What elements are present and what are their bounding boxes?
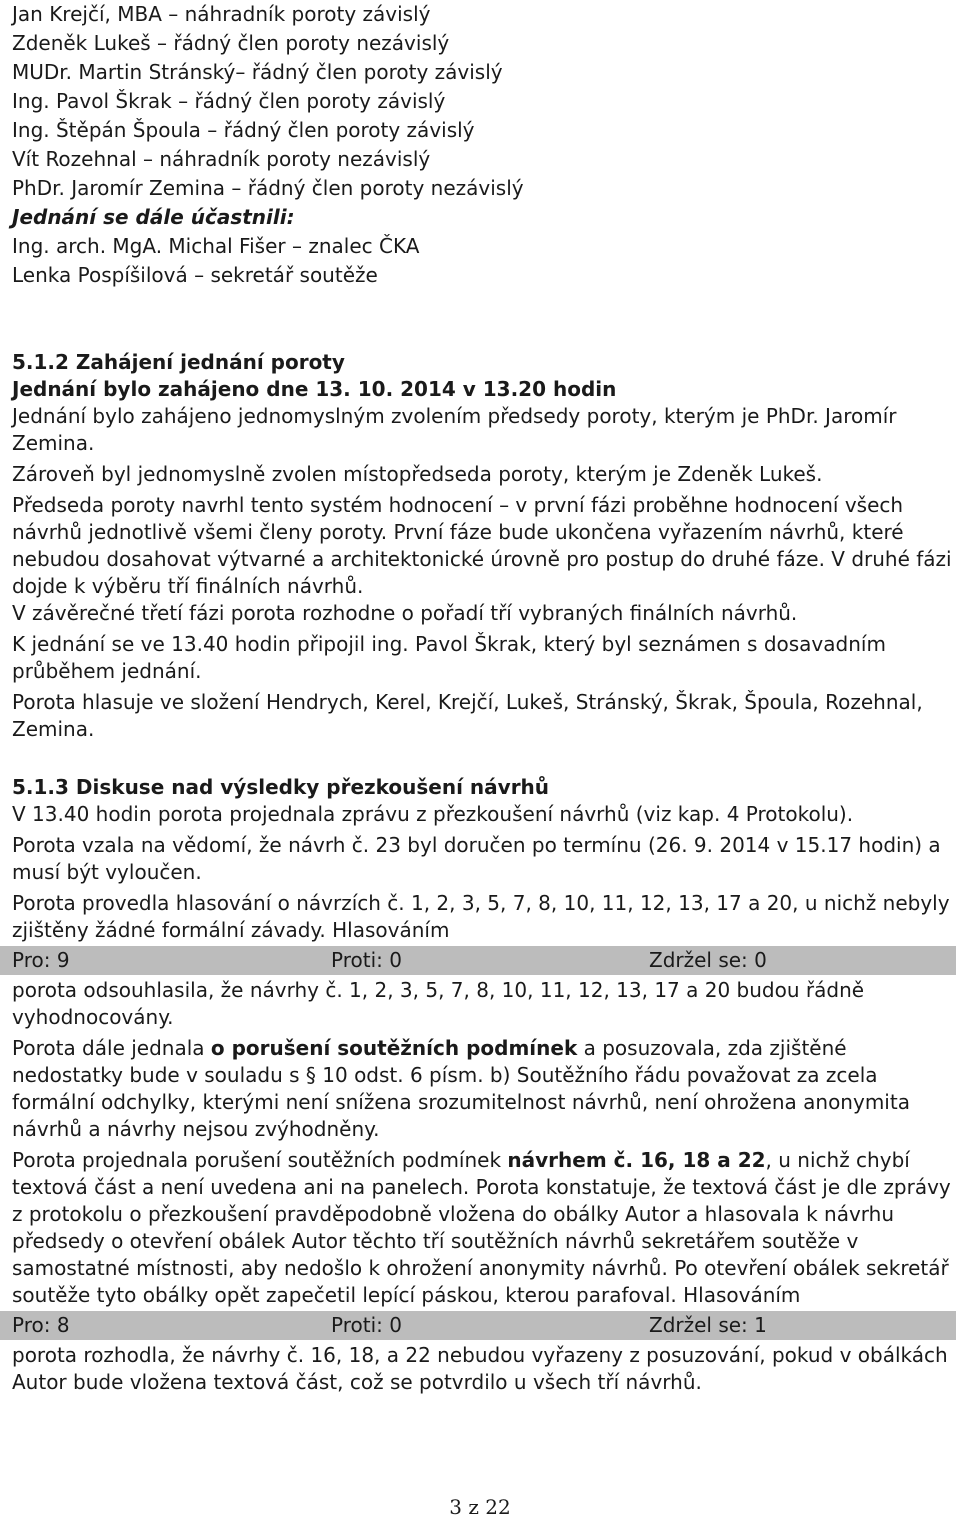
- jury-member: MUDr. Martin Stránský– řádný člen poroty závislý: [12, 60, 503, 84]
- vote-for: Pro: 9: [12, 948, 70, 972]
- paragraph: Předseda poroty navrhl tento systém hodnocení – v první fázi proběhne hodnocení všech návrhů jednotlivě všemi členy poroty. První fáze bude ukončena vyřazením návrhů, které nebudou dosahovat výtvarné a architektonické úrovně pro postup do druhé fáze. V druhé fázi dojde k výběru tří finálních návrhů.: [12, 493, 952, 598]
- paragraph: porota odsouhlasila, že návrhy č. 1, 2, 3, 5, 7, 8, 10, 11, 12, 13, 17 a 20 budou řádně vyhodnocovány.: [12, 978, 865, 1029]
- paragraph: V závěrečné třetí fázi porota rozhodne o pořadí tří vybraných finálních návrhů.: [12, 601, 798, 625]
- section-5-1-2: [12, 349, 956, 743]
- paragraph: Porota vzala na vědomí, že návrh č. 23 byl doručen po termínu (26. 9. 2014 v 15.17 hodin) a musí být vyloučen.: [12, 833, 941, 884]
- vote-result-row: [0, 1311, 956, 1340]
- jury-member: Ing. Pavol Škrak – řádný člen poroty závislý: [12, 89, 446, 113]
- emphasis: návrhem č. 16, 18 a 22: [507, 1148, 766, 1172]
- jury-list: [12, 0, 956, 290]
- vote-against: Proti: 0: [331, 1313, 402, 1337]
- paragraph: Jednání bylo zahájeno jednomyslným zvolením předsedy poroty, kterým je PhDr. Jaromír Zemina.: [12, 404, 897, 455]
- vote-abstain: Zdržel se: 1: [649, 1313, 767, 1337]
- paragraph: Zároveň byl jednomyslně zvolen místopředseda poroty, kterým je Zdeněk Lukeš.: [12, 462, 823, 486]
- vote-for: Pro: 8: [12, 1313, 70, 1337]
- paragraph: V 13.40 hodin porota projednala zprávu z přezkoušení návrhů (viz kap. 4 Protokolu).: [12, 802, 854, 826]
- paragraph: porota rozhodla, že návrhy č. 16, 18, a 22 nebudou vyřazeny z posuzování, pokud v obálkách Autor bude vložena textová část, což se potvrdilo u všech tří návrhů.: [12, 1343, 948, 1394]
- paragraph: Porota provedla hlasování o návrzích č. 1, 2, 3, 5, 7, 8, 10, 11, 12, 13, 17 a 20, u nichž nebyly zjištěny žádné formální závady. Hlasováním: [12, 891, 950, 942]
- paragraph: K jednání se ve 13.40 hodin připojil ing. Pavol Škrak, který byl seznámen s dosavadním průběhem jednání.: [12, 632, 886, 683]
- vote-result-row: [0, 946, 956, 975]
- jury-member: Zdeněk Lukeš – řádný člen poroty nezávislý: [12, 31, 450, 55]
- vote-against: Proti: 0: [331, 948, 402, 972]
- text: , u nichž chybí textová část a není uvedena ani na panelech. Porota konstatuje, že textová část je dle zprávy z protokolu o přezkoušení pravděpodobně vložena do obálky Autor a hlasovala k návrhu předsedy o otevření obálek Autor těchto tří soutěžních návrhů sekretářem soutěže v samostatné místnosti, aby nedošlo k ohrožení anonymity návrhů. Po otevření obálek sekretář soutěže tyto obálky opět zapečetil lepící páskou, kterou parafoval. Hlasováním: [12, 1148, 951, 1307]
- text: a posuzovala, zda zjištěné nedostatky bude v souladu s § 10 odst. 6 písm. b) Soutěžního řádu považovat za zcela formální odchylky, kterými není snížena srozumitelnost návrhů, není ohrožena anonymita návrhů a návrhy nejsou zvýhodněny.: [12, 1036, 910, 1141]
- section-heading: 5.1.3 Diskuse nad výsledky přezkoušení návrhů: [12, 775, 550, 799]
- jury-member: Vít Rozehnal – náhradník poroty nezávislý: [12, 147, 431, 171]
- document-page: [12, 0, 956, 1396]
- text: Porota dále jednala: [12, 1036, 211, 1060]
- paragraph: [12, 1147, 956, 1309]
- section-heading: 5.1.2 Zahájení jednání poroty: [12, 350, 345, 374]
- page-number: 3 z 22: [449, 1495, 511, 1519]
- paragraph: Porota hlasuje ve složení Hendrych, Kerel, Krejčí, Lukeš, Stránský, Škrak, Špoula, Rozehnal, Zemina.: [12, 690, 923, 741]
- text: Porota projednala porušení soutěžních podmínek: [12, 1148, 508, 1172]
- jury-member: PhDr. Jaromír Zemina – řádný člen poroty nezávislý: [12, 176, 524, 200]
- section-5-1-3: [12, 774, 956, 1396]
- other-participant: Lenka Pospíšilová – sekretář soutěže: [12, 263, 378, 287]
- section-subheading: Jednání bylo zahájeno dne 13. 10. 2014 v 13.20 hodin: [12, 377, 617, 401]
- other-participant: Ing. arch. MgA. Michal Fišer – znalec ČKA: [12, 234, 420, 258]
- vote-abstain: Zdržel se: 0: [649, 948, 767, 972]
- emphasis: o porušení soutěžních podmínek: [210, 1036, 578, 1060]
- paragraph: [12, 1035, 956, 1143]
- jury-member: Jan Krejčí, MBA – náhradník poroty závislý: [12, 2, 431, 26]
- others-heading: Jednání se dále účastnili:: [12, 205, 295, 229]
- jury-member: Ing. Štěpán Špoula – řádný člen poroty závislý: [12, 118, 475, 142]
